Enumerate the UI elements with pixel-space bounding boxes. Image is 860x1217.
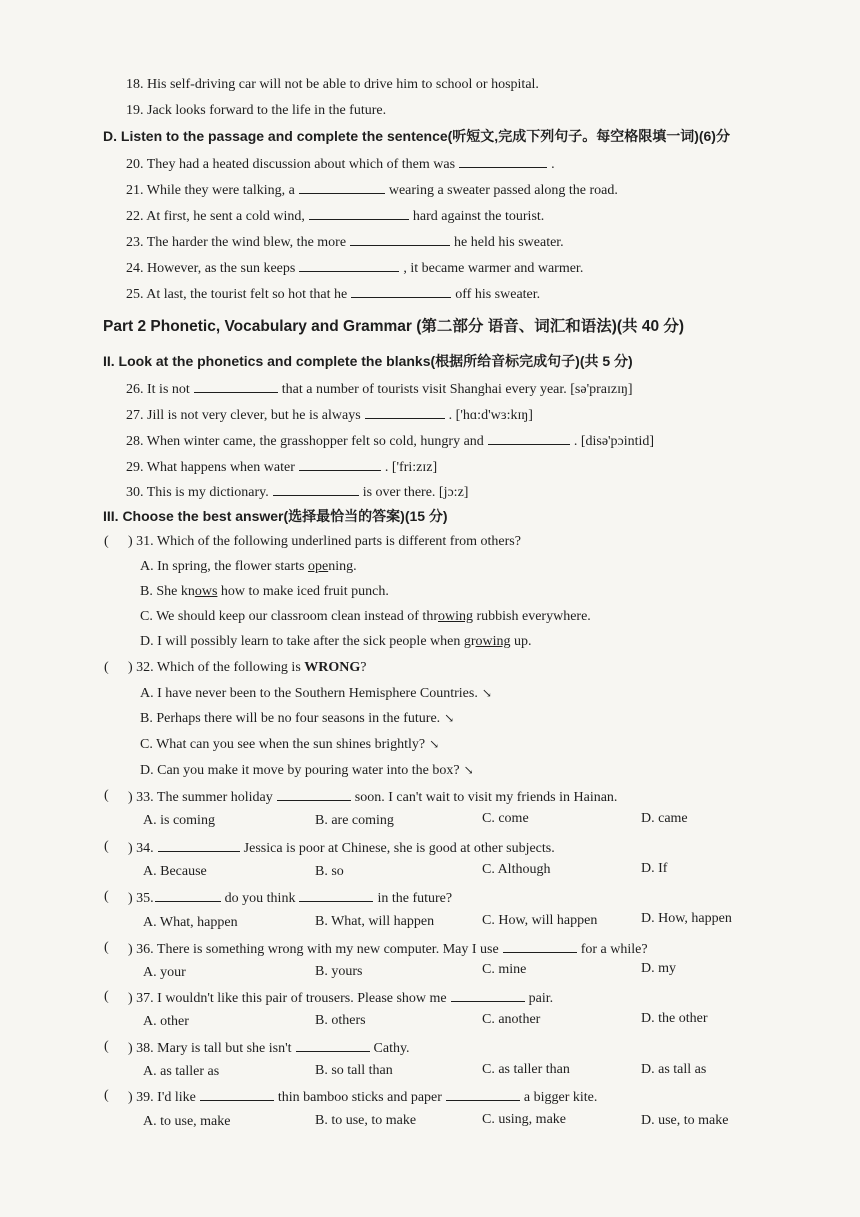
- q39-option-a: A. to use, make: [143, 1114, 231, 1129]
- q34-option-c: C. Although: [482, 862, 551, 877]
- q36-option-d: D. my: [641, 961, 676, 976]
- q37-option-a: A. other: [143, 1014, 189, 1029]
- answer-paren-37[interactable]: (: [104, 989, 109, 1004]
- section-ii-heading: II. Look at the phonetics and complete the blanks(根据所给音标完成句子)(共 5 分): [103, 353, 633, 369]
- falling-intonation-icon: ↘: [481, 686, 492, 700]
- answer-blank[interactable]: [488, 431, 570, 445]
- q39-option-c: C. using, make: [482, 1112, 566, 1127]
- question-34-stem: ) 34. Jessica is poor at Chinese, she is good at other subjects.: [128, 838, 555, 858]
- q34-option-b: B. so: [315, 864, 344, 879]
- answer-blank[interactable]: [459, 154, 547, 168]
- question-23: 23. The harder the wind blew, the more he held his sweater.: [126, 232, 564, 252]
- q33-option-d: D. came: [641, 811, 688, 826]
- q37-option-d: D. the other: [641, 1011, 708, 1026]
- q33-option-c: C. come: [482, 811, 529, 826]
- falling-intonation-icon: ↘: [463, 763, 474, 777]
- q38-option-b: B. so tall than: [315, 1063, 393, 1078]
- answer-blank[interactable]: [309, 206, 409, 220]
- q35-option-a: A. What, happen: [143, 915, 238, 930]
- answer-blank[interactable]: [299, 457, 381, 471]
- answer-blank[interactable]: [155, 888, 221, 902]
- answer-blank[interactable]: [296, 1038, 370, 1052]
- question-29: 29. What happens when water . ['fri:zɪz]: [126, 457, 437, 477]
- q34-option-a: A. Because: [143, 864, 207, 879]
- answer-paren-33[interactable]: (: [104, 788, 109, 803]
- part-2-title: Part 2 Phonetic, Vocabulary and Grammar (第二部分 语音、词汇和语法)(共 40 分): [103, 318, 685, 335]
- q36-option-c: C. mine: [482, 962, 527, 977]
- question-20: 20. They had a heated discussion about which of them was .: [126, 154, 555, 174]
- question-35-stem: ) 35. do you think in the future?: [128, 888, 452, 908]
- question-28: 28. When winter came, the grasshopper felt so cold, hungry and . [disə'pɔintid]: [126, 431, 654, 451]
- q35-option-b: B. What, will happen: [315, 914, 435, 929]
- question-26: 26. It is not that a number of tourists visit Shanghai every year. [sə'praɪzɪŋ]: [126, 379, 633, 399]
- question-30: 30. This is my dictionary. is over there. [jɔ:z]: [126, 482, 468, 502]
- answer-paren-35[interactable]: (: [104, 889, 109, 904]
- answer-blank[interactable]: [451, 988, 525, 1002]
- q36-option-b: B. yours: [315, 964, 363, 979]
- q36-option-a: A. your: [143, 965, 186, 980]
- question-31-stem: ) 31. Which of the following underlined parts is different from others?: [128, 534, 521, 549]
- question-33-stem: ) 33. The summer holiday soon. I can't wait to visit my friends in Hainan.: [128, 787, 617, 807]
- question-22: 22. At first, he sent a cold wind, hard against the tourist.: [126, 206, 544, 226]
- q32-option-a: A. I have never been to the Southern Hemisphere Countries. ↘: [140, 686, 492, 701]
- q39-option-b: B. to use, to make: [315, 1113, 417, 1128]
- answer-blank[interactable]: [158, 838, 240, 852]
- q38-option-c: C. as taller than: [482, 1062, 570, 1077]
- question-37-stem: ) 37. I wouldn't like this pair of trousers. Please show me pair.: [128, 988, 553, 1008]
- falling-intonation-icon: ↘: [429, 737, 440, 751]
- question-25: 25. At last, the tourist felt so hot that he off his sweater.: [126, 284, 540, 304]
- question-39-stem: ) 39. I'd like thin bamboo sticks and paper a bigger kite.: [128, 1087, 597, 1107]
- answer-blank[interactable]: [350, 232, 450, 246]
- answer-blank[interactable]: [299, 180, 385, 194]
- answer-blank[interactable]: [351, 284, 451, 298]
- question-18: 18. His self-driving car will not be able to drive him to school or hospital.: [126, 77, 539, 92]
- answer-paren-36[interactable]: (: [104, 940, 109, 955]
- q39-option-d: D. use, to make: [641, 1113, 729, 1128]
- q33-option-b: B. are coming: [315, 813, 394, 828]
- answer-blank[interactable]: [194, 379, 278, 393]
- answer-blank[interactable]: [503, 939, 577, 953]
- q31-option-a: A. In spring, the flower starts opening.: [140, 559, 357, 574]
- question-36-stem: ) 36. There is something wrong with my new computer. May I use for a while?: [128, 939, 648, 959]
- question-32-stem: ) 32. Which of the following is WRONG?: [128, 660, 367, 675]
- q38-option-d: D. as tall as: [641, 1062, 707, 1077]
- question-24: 24. However, as the sun keeps , it became warmer and warmer.: [126, 258, 583, 278]
- answer-paren-31[interactable]: (: [104, 534, 109, 549]
- q31-option-b: B. She knows how to make iced fruit punch.: [140, 584, 389, 599]
- answer-paren-34[interactable]: (: [104, 839, 109, 854]
- question-27: 27. Jill is not very clever, but he is always . ['hɑ:d'wɜ:kɪŋ]: [126, 405, 533, 425]
- q32-option-c: C. What can you see when the sun shines brightly? ↘: [140, 737, 440, 752]
- answer-blank[interactable]: [365, 405, 445, 419]
- q31-option-c: C. We should keep our classroom clean instead of throwing rubbish everywhere.: [140, 609, 591, 624]
- section-d-heading: D. Listen to the passage and complete the sentence(听短文,完成下列句子。每空格限填一词)(6)分: [103, 128, 730, 144]
- q37-option-b: B. others: [315, 1013, 366, 1028]
- q34-option-d: D. If: [641, 861, 668, 876]
- answer-paren-38[interactable]: (: [104, 1039, 109, 1054]
- answer-blank[interactable]: [299, 258, 399, 272]
- answer-blank[interactable]: [446, 1087, 520, 1101]
- q33-option-a: A. is coming: [143, 813, 215, 828]
- q38-option-a: A. as taller as: [143, 1064, 220, 1079]
- question-21: 21. While they were talking, a wearing a sweater passed along the road.: [126, 180, 618, 200]
- q31-option-d: D. I will possibly learn to take after the sick people when growing up.: [140, 634, 532, 649]
- q35-option-d: D. How, happen: [641, 911, 732, 926]
- answer-blank[interactable]: [277, 787, 351, 801]
- answer-paren-32[interactable]: (: [104, 660, 109, 675]
- answer-blank[interactable]: [273, 482, 359, 496]
- answer-paren-39[interactable]: (: [104, 1088, 109, 1103]
- question-19: 19. Jack looks forward to the life in the future.: [126, 103, 387, 118]
- q32-option-d: D. Can you make it move by pouring water into the box? ↘: [140, 763, 474, 778]
- section-iii-heading: III. Choose the best answer(选择最恰当的答案)(15 分): [103, 508, 448, 524]
- question-38-stem: ) 38. Mary is tall but she isn't Cathy.: [128, 1038, 410, 1058]
- q35-option-c: C. How, will happen: [482, 913, 598, 928]
- answer-blank[interactable]: [200, 1087, 274, 1101]
- q32-option-b: B. Perhaps there will be no four seasons in the future. ↘: [140, 711, 455, 726]
- q37-option-c: C. another: [482, 1012, 541, 1027]
- answer-blank[interactable]: [299, 888, 373, 902]
- falling-intonation-icon: ↘: [444, 711, 455, 725]
